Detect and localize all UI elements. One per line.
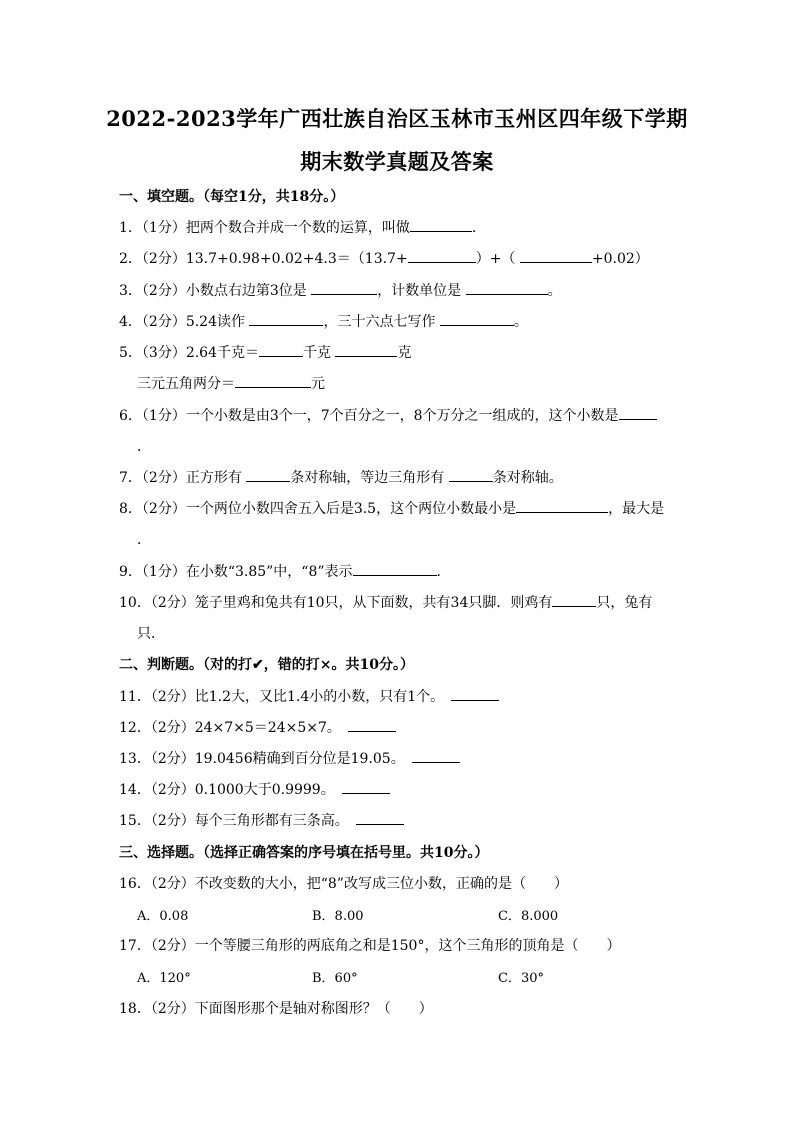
answer-blank[interactable] [246,468,290,482]
question-15: 15．（2分）每个三角形都有三条高。 [119,810,404,830]
question-12: 12．（2分）24×7×5＝24×5×7。 [119,717,396,737]
exam-title-line1: 2022-2023学年广西壮族自治区玉林市玉州区四年级下学期 [106,106,688,131]
question-8-line2: ． [137,532,151,548]
answer-blank[interactable] [520,249,592,263]
answer-blank[interactable] [311,281,377,295]
option-16-c[interactable]: C．8.000 [498,909,559,924]
question-10-line2: 只． [137,626,165,642]
answer-blank[interactable] [353,562,437,576]
question-17: 17．（2分）一个等腰三角形的两底角之和是150°，这个三角形的顶角是（ ） [119,938,621,954]
option-17-a[interactable]: A．120° [137,971,191,986]
answer-blank[interactable] [440,312,514,326]
section-fill-blank: 一、填空题。（每空1分，共18分。） [119,189,345,205]
question-10: 10．（2分）笼子里鸡和兔共有10只，从下面数，共有34只脚．则鸡有 只，兔有 [119,595,653,611]
question-8: 8．（2分）一个两位小数四舍五入后是3.5，这个两位小数最小是 ，最大是 [119,501,665,517]
question-7: 7．（2分）正方形有 条对称轴，等边三角形有 条对称轴。 [119,470,563,486]
answer-blank[interactable] [348,718,396,732]
question-5: 5．（3分）2.64千克＝ 千克 克 [119,345,412,361]
answer-blank[interactable] [449,468,493,482]
answer-blank[interactable] [466,281,548,295]
question-1: 1．（1分）把两个数合并成一个数的运算，叫做 ． [119,220,486,236]
exam-title-line2: 期末数学真题及答案 [300,149,494,174]
answer-blank[interactable] [235,374,311,388]
answer-blank[interactable] [356,811,404,825]
answer-blank[interactable] [412,749,460,763]
answer-blank[interactable] [451,687,499,701]
question-5-line2: 三元五角两分＝ 元 [137,376,325,392]
question-6-line2: ． [137,439,151,455]
question-13: 13．（2分）19.0456精确到百分位是19.05。 [119,748,460,768]
answer-blank[interactable] [408,249,476,263]
answer-blank[interactable] [516,499,608,513]
question-18: 18．（2分）下面图形那个是轴对称图形？（ ） [119,1001,433,1017]
section-multiple-choice: 三、选择题。（选择正确答案的序号填在括号里。共10分。） [119,845,489,861]
question-11: 11．（2分）比1.2大，又比1.4小的小数，只有1个。 [119,686,499,706]
answer-blank[interactable] [342,780,390,794]
question-6: 6．（1分）一个小数是由3个一，7个百分之一，8个万分之一组成的，这个小数是 [119,405,657,425]
question-14: 14．（2分）0.1000大于0.9999。 [119,779,390,799]
option-16-a[interactable]: A．0.08 [137,909,189,924]
answer-blank[interactable] [552,593,596,607]
question-9: 9．（1分）在小数“3.85”中，“8”表示 ． [119,564,451,580]
option-17-c[interactable]: C．30° [498,971,544,986]
answer-blank[interactable] [410,218,472,232]
question-16: 16．（2分）不改变数的大小，把“8”改写成三位小数，正确的是（ ） [119,876,568,892]
answer-blank[interactable] [619,406,657,420]
question-2: 2．（2分）13.7+0.98+0.02+4.3＝（13.7+ ）+（ +0.02） [119,251,649,267]
option-16-b[interactable]: B．8.00 [312,909,364,924]
answer-blank[interactable] [259,343,303,357]
section-true-false: 二、判断题。（对的打✔，错的打×。共10分。） [119,657,414,673]
question-4: 4．（2分）5.24读作 ，三十六点七写作 。 [119,314,528,330]
option-17-b[interactable]: B．60° [312,971,358,986]
question-3: 3．（2分）小数点右边第3位是 ，计数单位是 。 [119,283,562,299]
answer-blank[interactable] [335,343,397,357]
answer-blank[interactable] [249,312,323,326]
